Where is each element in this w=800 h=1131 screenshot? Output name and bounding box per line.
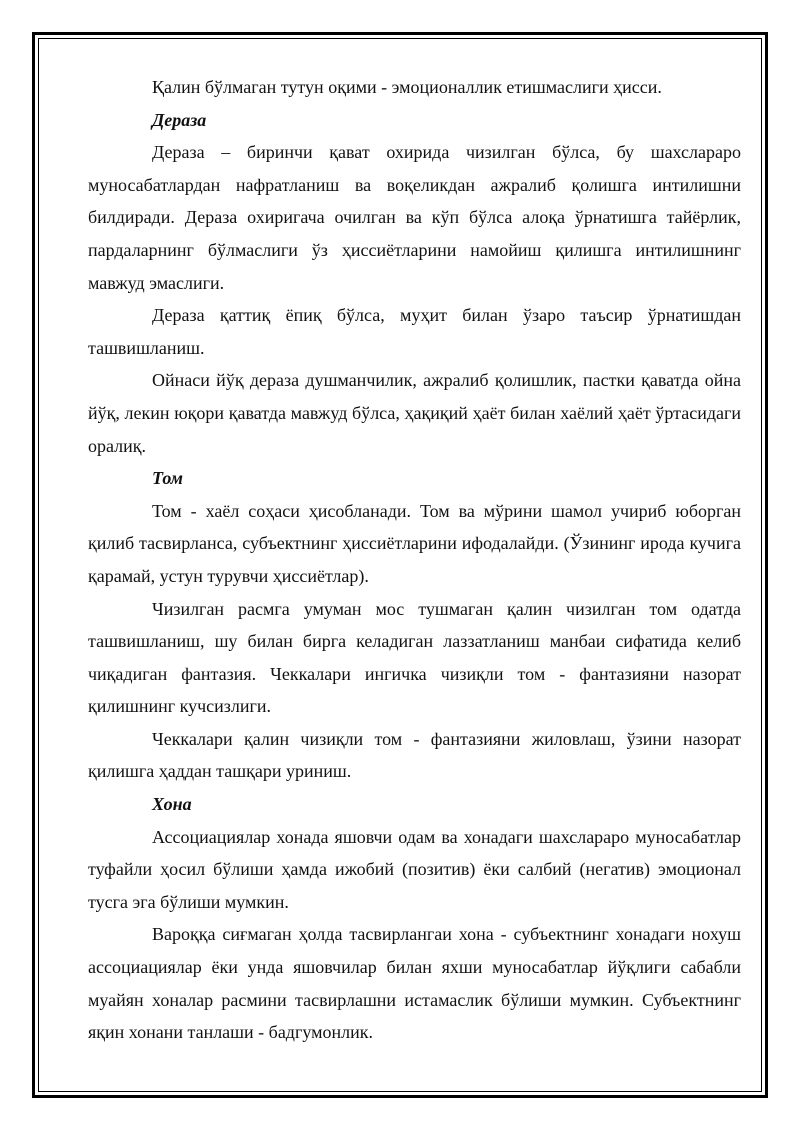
paragraph-room-associations: Ассоциациялар хонада яшовчи одам ва хонадаги шахслараро муносабатлар туфайли ҳосил бўлиши ҳамда ижобий (позитив) ёки салбий (негатив) эмоционал тусга эга бўлиши мумкин.: [88, 826, 741, 912]
paragraph-roof-fantasy: Том - хаёл соҳаси ҳисобланади. Том ва мўрини шамол учириб юборган қилиб тасвирланса, субъектнинг ҳиссиётларини ифодалайди. (Ўзининг ирода кучига қарамай, устун турувчи ҳиссиётлар).: [88, 500, 741, 586]
paragraph-roof-thick: Чизилган расмга умуман мос тушмаган қалин чизилган том одатда ташвишланиш, шу билан бирга келадиган лаззатланиш манбаи сифатида келиб чиқадиган фантазия. Чеккалари ингичка чизиқли том - фантазияни назорат қилишнинг кучсизлиги.: [88, 598, 741, 717]
paragraph-roof-thick-edges: Чеккалари қалин чизиқли том - фантазияни жиловлаш, ўзини назорат қилишга ҳаддан ташқари уриниш.: [88, 728, 741, 782]
paragraph-smoke: Қалин бўлмаган тутун оқими - эмоционаллик етишмаслиги ҳисси.: [152, 77, 662, 97]
heading-window: Дераза: [152, 109, 207, 130]
paragraph-window-closed: Дераза қаттиқ ёпиқ бўлса, муҳит билан ўзаро таъсир ўрнатишдан ташвишланиш.: [88, 305, 741, 358]
paragraph-window-first-floor: Дераза – биринчи қават охирида чизилган бўлса, бу шахслараро муносабатлардан нафратланиш ва воқеликдан ажралиб қолишга интилишни билдиради. Дераза охиригача очилган ва кўп бўлса алоқа ўрнатишга тайёрлик, пардаларнинг бўлмаслиги ўз ҳиссиётларини намойиш қилишга интилишнинг мавжуд эмаслиги.: [88, 142, 741, 293]
paragraph-room-offpage: Вароққа сиғмаган ҳолда тасвирлангаи хона - субъектнинг хонадаги нохуш ассоциациялар ёки унда яшовчилар билан яхши муносабатлар йўқлиги сабабли муайян хоналар расмини тасвирлашни истамаслик бўлиши мумкин. Субъектнинг яқин хонани танлаши - бадгумонлик.: [88, 924, 741, 1043]
paragraph-window-no-glass: Ойнаси йўқ дераза душманчилик, ажралиб қолишлик, пастки қаватда ойна йўқ, лекин юқори қаватда мавжуд бўлса, ҳақиқий ҳаёт билан хаёлий ҳаёт ўртасидаги оралиқ.: [88, 370, 741, 456]
heading-roof: Том: [152, 468, 183, 489]
heading-room: Хона: [152, 794, 192, 815]
document-body: [88, 71, 741, 1049]
